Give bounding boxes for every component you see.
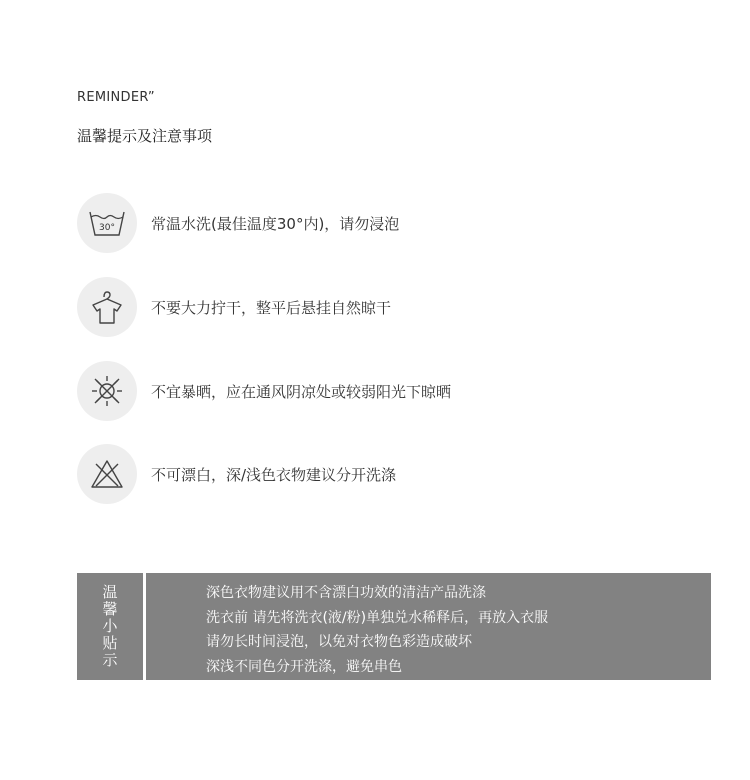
care-item-hang-dry [77, 276, 391, 338]
reminder-heading-cn: 温馨提示及注意事项 [77, 127, 213, 145]
tip-line: 请勿长时间浸泡，以免对衣物色彩造成破坏 [206, 634, 472, 650]
tips-label-char: 温 [102, 583, 118, 601]
no-sun-icon [77, 361, 137, 421]
tips-label-char: 小 [102, 617, 118, 635]
wash-temp-label: 30° [99, 223, 115, 233]
tips-label-char: 馨 [102, 600, 118, 618]
tip-line: 深色衣物建议用不含漂白功效的清洁产品洗涤 [206, 585, 486, 601]
care-item-text: 常温水洗(最佳温度30°内)，请勿浸泡 [151, 214, 400, 233]
care-item-text: 不要大力拧干，整平后悬挂自然晾干 [151, 298, 392, 317]
tips-label-char: 示 [102, 651, 118, 669]
care-item-text: 不宜暴晒，应在通风阴凉处或较弱阳光下晾晒 [151, 382, 452, 401]
tip-line: 深浅不同色分开洗涤，避免串色 [206, 658, 402, 675]
tip-line: 洗衣前 请先将洗衣(液/粉)单独兑水稀释后，再放入衣服 [206, 609, 549, 626]
hanging-shirt-icon [77, 277, 137, 337]
care-item-no-sun [77, 360, 451, 422]
tips-label-char: 贴 [102, 634, 118, 652]
tips-label [77, 573, 143, 680]
care-item-no-bleach [77, 443, 396, 505]
wash-30-icon [77, 193, 137, 253]
reminder-heading-en: REMINDER” [77, 90, 155, 105]
tips-box [77, 573, 711, 680]
care-item-wash [77, 192, 399, 254]
no-bleach-icon [77, 444, 137, 504]
tips-body [146, 573, 711, 680]
care-item-text: 不可漂白，深/浅色衣物建议分开洗涤 [151, 465, 397, 484]
